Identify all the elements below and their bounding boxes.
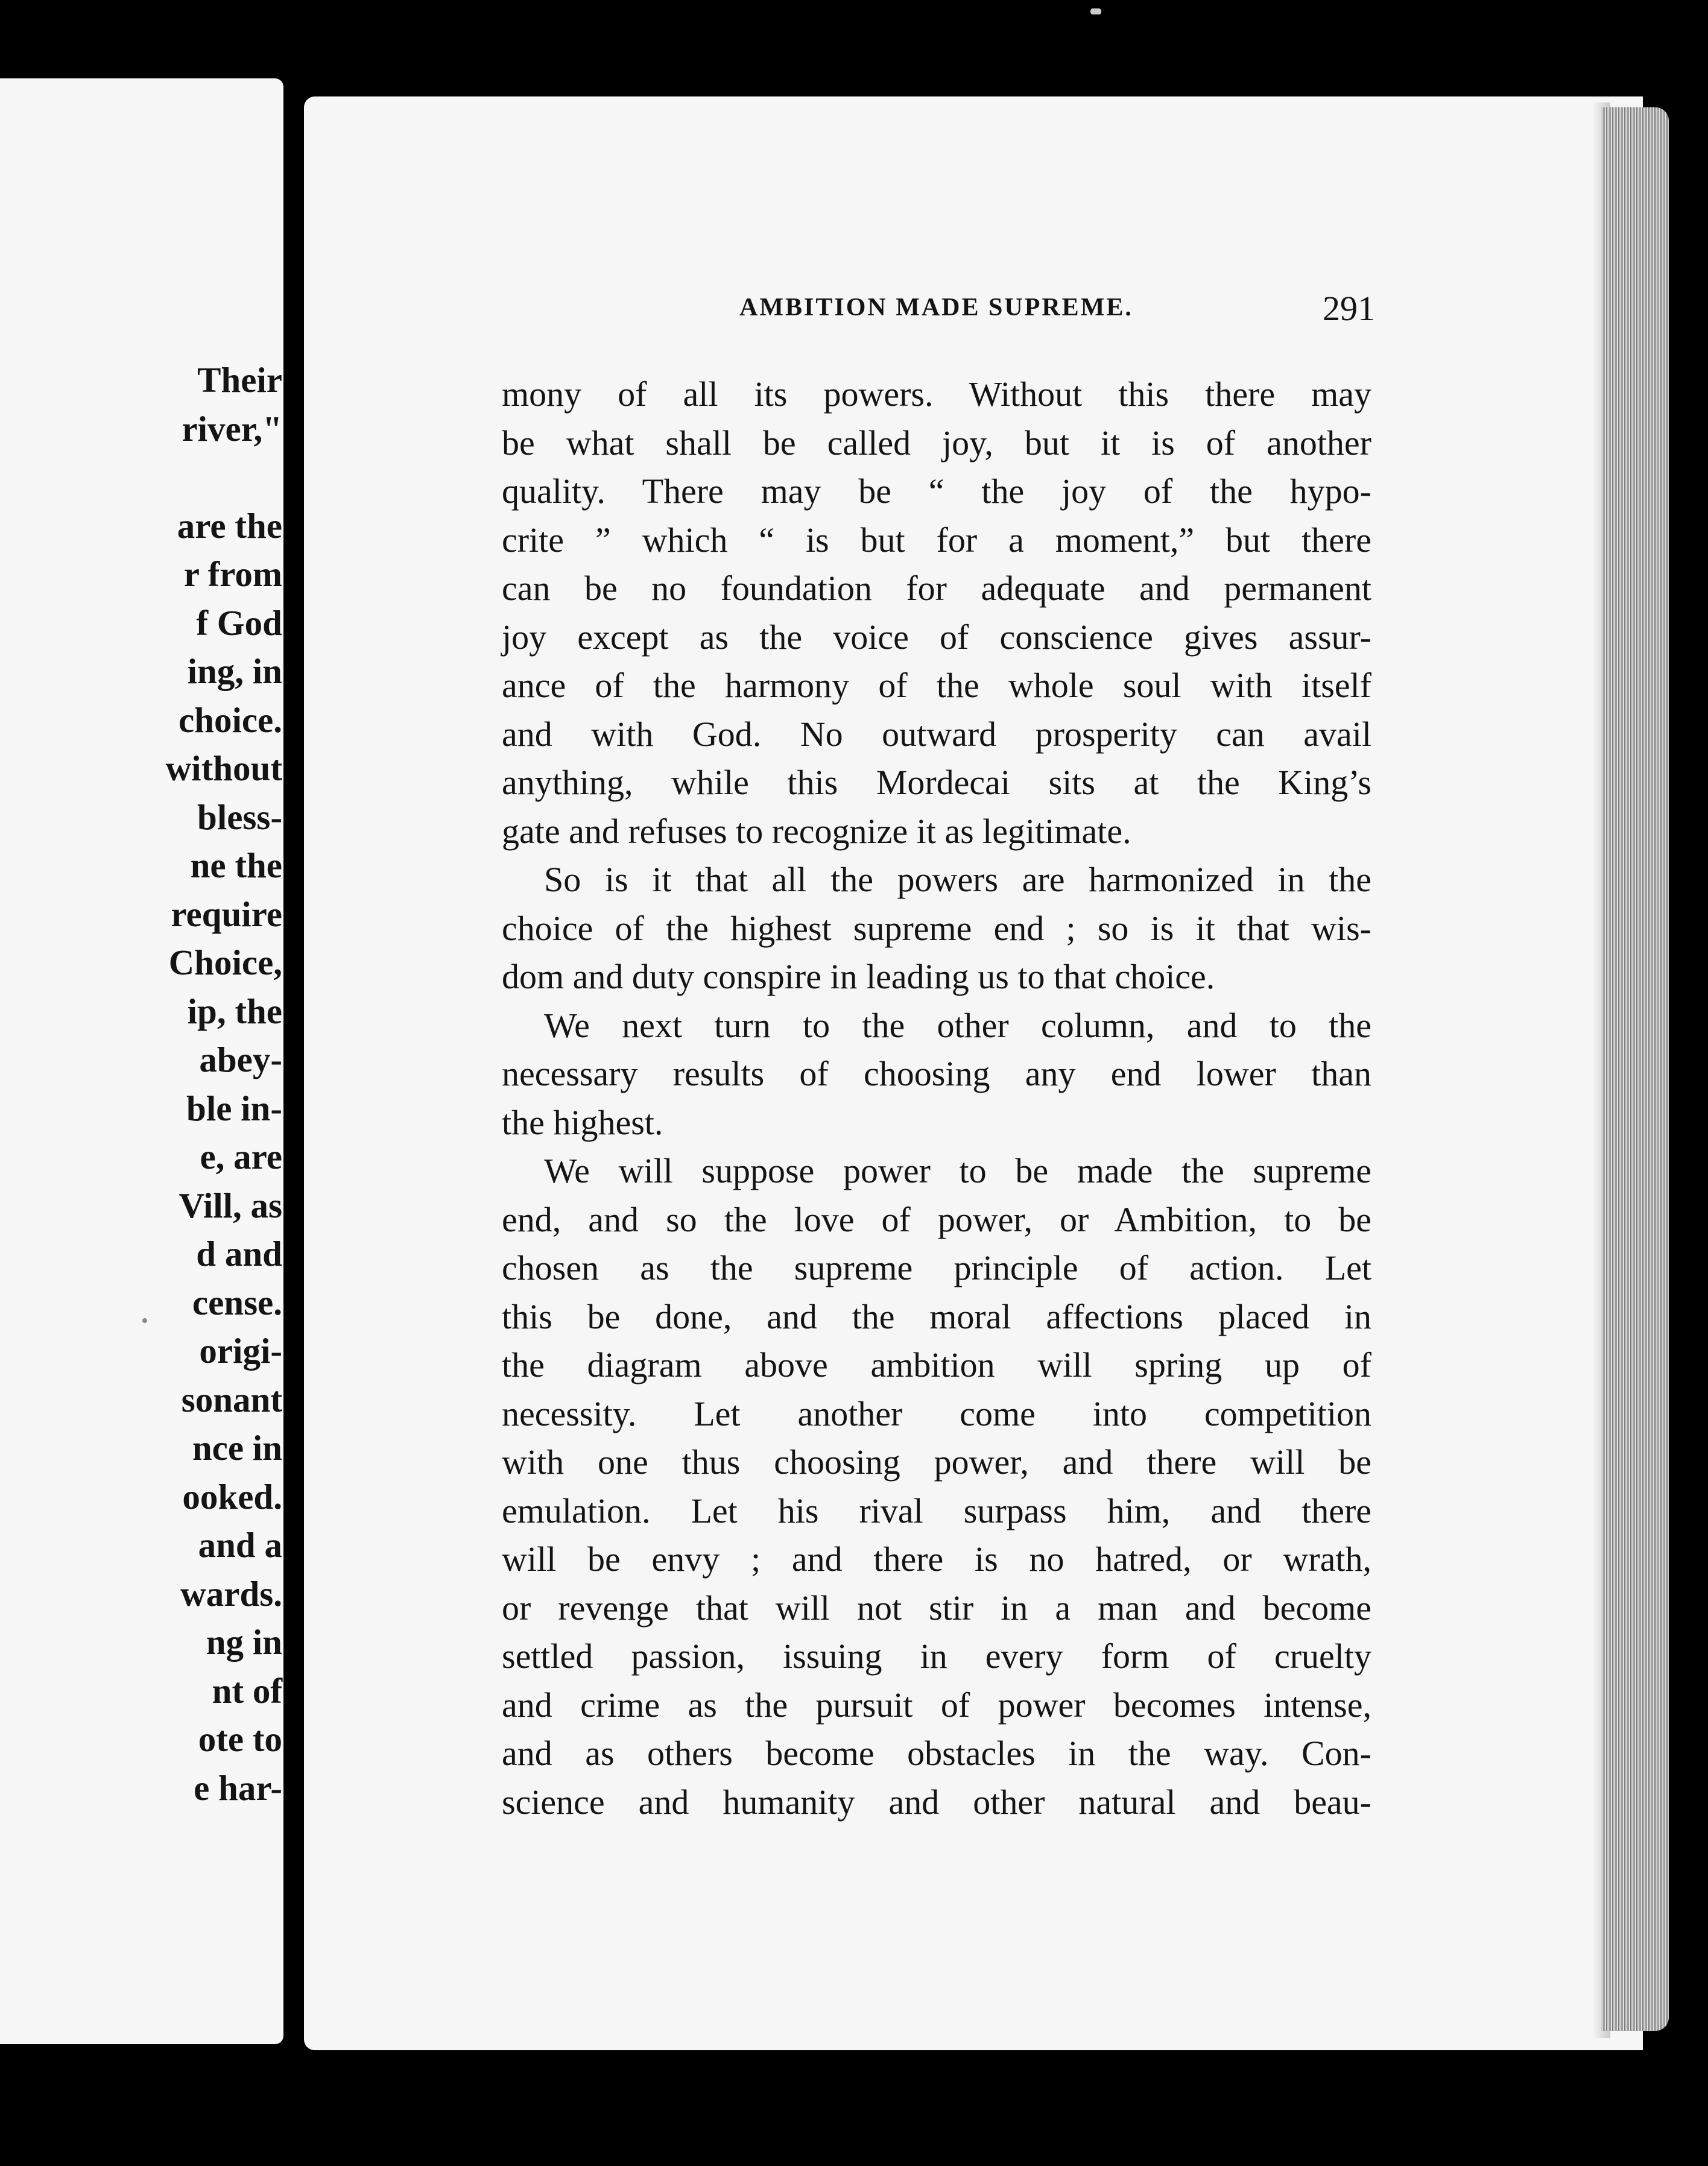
text-line: end, and so the love of power, or Ambition, to be	[502, 1199, 1371, 1239]
left-page-line-fragment: ooked.	[182, 1476, 282, 1517]
text-line: anything, while this Mordecai sits at the King’s	[502, 763, 1371, 802]
text-line: will be envy ; and there is no hatred, or wrath,	[502, 1539, 1371, 1579]
text-line: joy except as the voice of conscience gives assur-	[502, 617, 1371, 657]
text-line: So is it that all the powers are harmonized in the	[544, 860, 1371, 899]
left-page-line-fragment: cense.	[192, 1282, 282, 1322]
text-line: gate and refuses to recognize it as legitimate.	[502, 811, 1131, 851]
page-number: 291	[1323, 289, 1375, 328]
text-line: can be no foundation for adequate and permanent	[502, 569, 1371, 608]
text-line: this be done, and the moral affections placed in	[502, 1296, 1371, 1336]
text-line: mony of all its powers. Without this there may	[502, 374, 1371, 414]
left-page-line-fragment: choice.	[178, 699, 282, 740]
left-page-line-fragment: r from	[183, 554, 282, 594]
text-line: choice of the highest supreme end ; so is it that wis-	[502, 908, 1371, 948]
text-line: dom and duty conspire in leading us to that choice.	[502, 957, 1215, 996]
text-line: necessity. Let another come into competition	[502, 1394, 1371, 1433]
left-page-line-fragment: e har-	[194, 1767, 282, 1808]
text-line: We next turn to the other column, and to the	[544, 1005, 1371, 1045]
left-page-line-fragment: ne the	[190, 845, 282, 885]
text-line: quality. There may be “ the joy of the hypo-	[502, 472, 1371, 511]
text-line: and with God. No outward prosperity can avail	[502, 714, 1371, 754]
text-line: and as others become obstacles in the way. Con-	[502, 1734, 1371, 1773]
left-page-line-fragment: require	[171, 894, 282, 934]
text-line: settled passion, issuing in every form of cruelty	[502, 1637, 1371, 1676]
left-page-line-fragment: and a	[198, 1525, 282, 1565]
page-speck	[142, 1318, 147, 1323]
text-line: be what shall be called joy, but it is of another	[502, 423, 1371, 463]
left-page-line-fragment: river,"	[182, 408, 282, 449]
book-page-edges	[1601, 107, 1669, 2031]
left-page-line-fragment: f God	[196, 602, 282, 643]
left-page-line-fragment: ote to	[198, 1719, 282, 1759]
text-line: emulation. Let his rival surpass him, and there	[502, 1491, 1371, 1530]
text-line: the highest.	[502, 1102, 663, 1142]
left-page-line-fragment: Vill, as	[179, 1185, 282, 1225]
text-line: and crime as the pursuit of power becomes intense,	[502, 1685, 1371, 1725]
text-line: crite ” which “ is but for a moment,” but there	[502, 520, 1371, 560]
left-page-line-fragment: d and	[196, 1234, 282, 1274]
left-page-line-fragment: ng in	[206, 1622, 282, 1662]
left-page-line-fragment: ip, the	[187, 991, 282, 1031]
left-page-line-fragment: Choice,	[168, 942, 282, 982]
left-page-line-fragment: sonant	[181, 1379, 282, 1419]
left-page-line-fragment: bless-	[197, 797, 282, 837]
left-page-line-fragment: abey-	[199, 1040, 282, 1079]
running-head: AMBITION MADE SUPREME.	[739, 294, 1133, 321]
text-line: necessary results of choosing any end lower than	[502, 1054, 1371, 1093]
text-line: the diagram above ambition will spring up of	[502, 1345, 1371, 1385]
left-page-line-fragment: e, are	[200, 1137, 282, 1176]
left-page-line-fragment: nce in	[192, 1428, 282, 1468]
scan-mark	[1090, 8, 1101, 14]
left-page-line-fragment: wards.	[180, 1573, 282, 1614]
left-page-line-fragment: without	[165, 748, 282, 788]
left-facing-page	[0, 78, 283, 2044]
left-page-line-fragment: origi-	[199, 1331, 282, 1371]
text-line: ance of the harmony of the whole soul with itself	[502, 666, 1371, 705]
left-page-line-fragment: nt of	[212, 1670, 282, 1711]
text-line: chosen as the supreme principle of action. Let	[502, 1248, 1371, 1287]
text-line: or revenge that will not stir in a man and become	[502, 1588, 1371, 1628]
left-page-line-fragment: Their	[197, 360, 282, 400]
body-text	[502, 370, 1371, 1827]
text-line: with one thus choosing power, and there will be	[502, 1442, 1371, 1482]
left-page-line-fragment: ing, in	[187, 651, 282, 691]
text-line: science and humanity and other natural and beau-	[502, 1782, 1371, 1822]
left-page-line-fragment: ble in-	[186, 1088, 282, 1128]
left-page-line-fragment: are the	[177, 505, 282, 546]
text-line: We will suppose power to be made the supreme	[544, 1151, 1371, 1190]
